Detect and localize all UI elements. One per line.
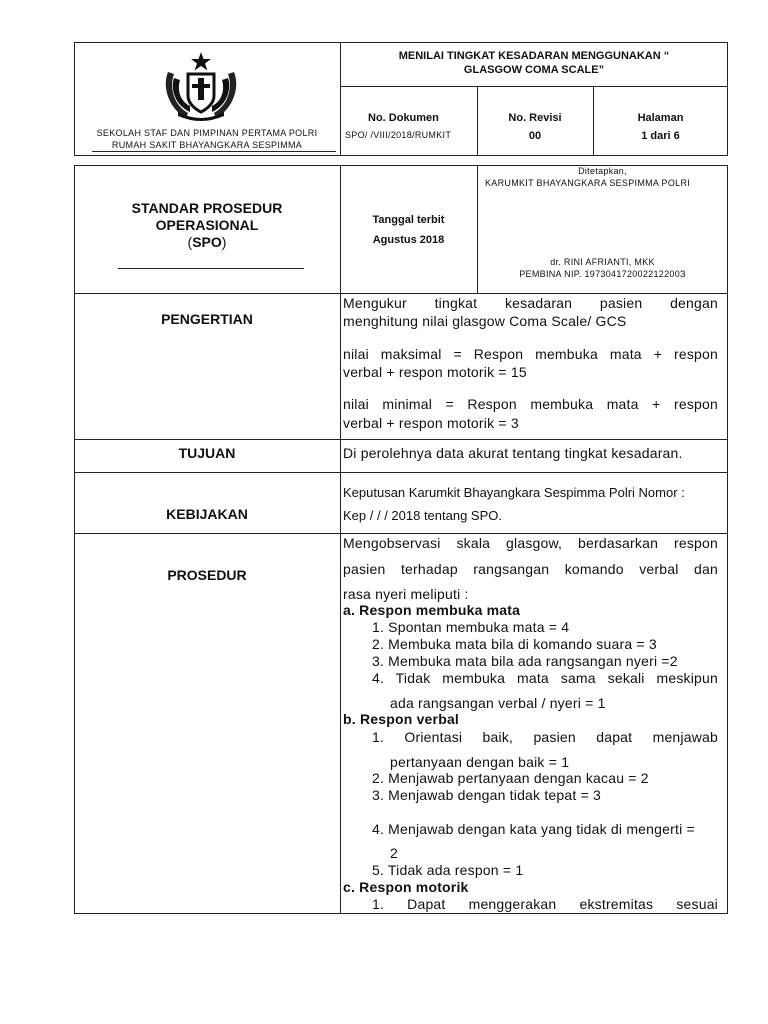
list-item-continuation: pertanyaan dengan baik = 1 xyxy=(390,754,570,770)
list-item: 3. Menjawab dengan tidak tepat = 3 xyxy=(372,787,602,803)
spo-abbrev: (SPO) xyxy=(187,234,227,250)
pengertian-label: PENGERTIAN xyxy=(161,311,253,327)
max-score-text: nilai maksimal = Respon membuka mata + respon xyxy=(343,346,718,362)
min-score-text-line2: verbal + respon motorik = 3 xyxy=(343,415,519,431)
prosedur-intro: Mengobservasi skala glasgow, berdasarkan respon xyxy=(343,535,718,551)
revision-label: No. Revisi xyxy=(508,112,562,124)
list-item-continuation: 2 xyxy=(390,845,398,861)
list-item: 2. Menjawab pertanyaan dengan kacau = 2 xyxy=(372,770,649,786)
min-score-text: nilai minimal = Respon membuka mata + respon xyxy=(343,396,718,412)
signer-name: dr. RINI AFRIANTI, MKK xyxy=(550,257,655,267)
list-item-continuation: ada rangsangan verbal / nyeri = 1 xyxy=(390,695,606,711)
prosedur-label: PROSEDUR xyxy=(167,567,247,583)
list-item: 5. Tidak ada respon = 1 xyxy=(372,862,524,878)
approval-label: Ditetapkan, xyxy=(578,166,627,176)
issue-date-label: Tanggal terbit xyxy=(372,214,445,226)
spo-underline xyxy=(118,268,304,269)
org-hospital: RUMAH SAKIT BHAYANGKARA SESPIMMA xyxy=(111,140,303,150)
signer-nip: PEMBINA NIP. 197304172002212200З xyxy=(519,269,686,279)
page-value: 1 dari 6 xyxy=(641,130,680,142)
eye-response-heading: a. Respon membuka mata xyxy=(343,602,521,618)
verbal-response-heading: b. Respon verbal xyxy=(343,711,460,727)
list-item: 2. Membuka mata bila di komando suara = 3 xyxy=(372,636,657,652)
list-item: 4. Menjawab dengan kata yang tidak di mengerti = xyxy=(372,821,695,837)
page-label: Halaman xyxy=(637,112,684,124)
kebijakan-text-line2: Kep / / / 2018 tentang SPO. xyxy=(343,508,502,523)
doc-number-value: SPO/ /VIII/2018/RUMKIT xyxy=(345,130,452,140)
revision-value: 00 xyxy=(528,130,542,142)
prosedur-intro-line3: rasa nyeri meliputi : xyxy=(343,586,469,602)
kebijakan-text: Keputusan Karumkit Bhayangkara Sespimma Polri Nomor : xyxy=(343,485,685,500)
police-emblem-icon xyxy=(160,50,242,122)
list-item: 1. Dapat menggerakan ekstremitas sesuai xyxy=(372,896,718,912)
prosedur-intro-line2: pasien terhadap rangsangan komando verbal dan xyxy=(343,561,718,577)
org-name: SEKOLAH STAF DAN PIMPINAN PERTAMA POLRI xyxy=(96,128,318,138)
pengertian-text: Mengukur tingkat kesadaran pasien dengan xyxy=(343,295,718,311)
list-item: 1. Spontan membuka mata = 4 xyxy=(372,619,570,635)
document-title-line2: GLASGOW COMA SCALE” xyxy=(463,64,605,76)
tujuan-text: Di perolehnya data akurat tentang tingkat kesadaran. xyxy=(343,445,683,461)
tujuan-label: TUJUAN xyxy=(178,445,236,461)
list-item: 3. Membuka mata bila ada rangsangan nyeri =2 xyxy=(372,653,678,669)
spo-title-line2: OPERASIONAL xyxy=(155,217,259,233)
document-title: MENILAI TINGKAT KESADARAN MENGGUNAKAN “ xyxy=(398,50,670,62)
list-item: 1. Orientasi baik, pasien dapat menjawab xyxy=(372,729,718,745)
approval-org: KARUMKIT BHAYANGKARA SESPIMMA POLRI xyxy=(485,178,691,188)
list-item: 4. Tidak membuka mata sama sekali meskipun xyxy=(372,670,718,686)
doc-number-label: No. Dokumen xyxy=(368,112,439,124)
spo-title: STANDAR PROSEDUR xyxy=(131,200,283,216)
issue-date-value: Agustus 2018 xyxy=(372,234,445,246)
motor-response-heading: c. Respon motorik xyxy=(343,879,469,895)
pengertian-text-line2: menghitung nilai glasgow Coma Scale/ GCS xyxy=(343,313,627,329)
kebijakan-label: KEBIJAKAN xyxy=(166,506,248,522)
max-score-text-line2: verbal + respon motorik = 15 xyxy=(343,364,527,380)
